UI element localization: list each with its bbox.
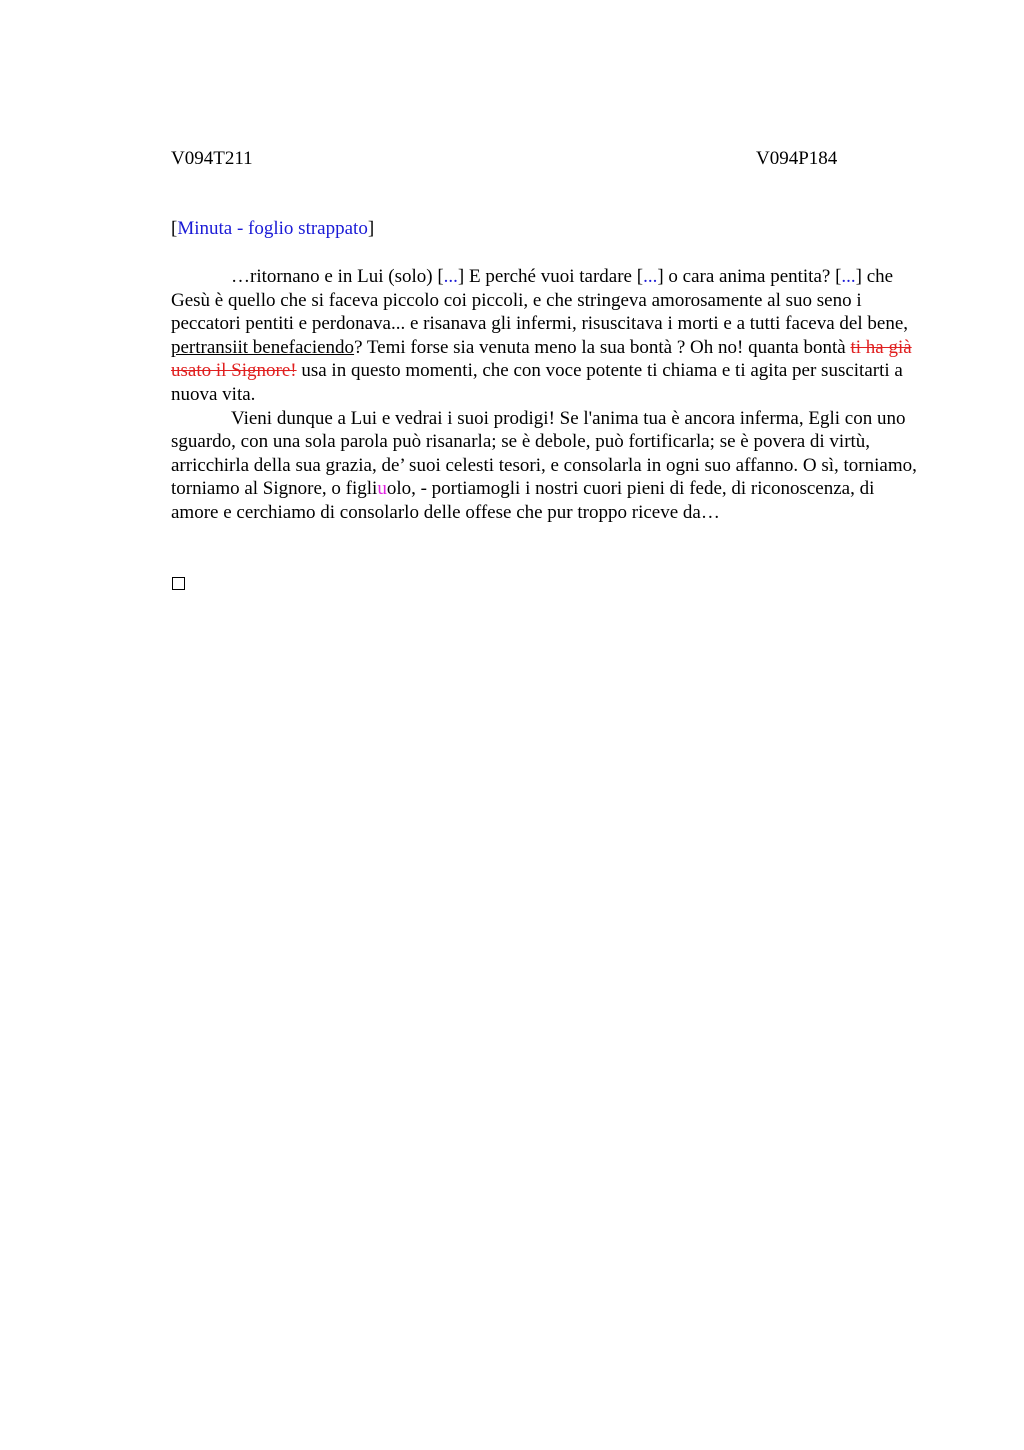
note-text: Minuta - foglio strappato [177,218,368,239]
p2-text-2: olo, - portiamogli i nostri cuori pieni di fede, di riconoscenza, di amore e cerchiamo di consolarlo delle offese che pur troppo riceve da… [171,478,875,523]
inserted-letter: u [377,478,387,500]
p1-text-2: ] E perché vuoi tardare [ [457,266,644,287]
editorial-note [171,217,374,241]
latin-phrase: pertransiit benefaciendo [171,336,355,358]
document-code-right: V094P184 [756,148,838,169]
deleted-text: ti ha già usato il Signore! [171,336,912,382]
p1-ellipsis-1: ... [443,266,458,287]
note-close-bracket: ] [367,218,375,239]
note-open-bracket: [ [171,218,178,239]
document-code-left: V094T211 [171,148,253,169]
paragraph-2 [171,407,924,525]
paragraph-1 [171,265,924,407]
p1-ellipsis-3: ... [841,266,856,287]
p1-text-1: …ritornano e in Lui (solo) [ [231,266,444,287]
p1-text-5: ? Temi forse sia venuta meno la sua bontà ? Oh no! quanta bontà [354,336,851,358]
p1-text-6: usa in questo momenti, che con voce potente ti chiama e ti agita per suscitarti a nuova vita. [171,360,903,405]
p2-text-1: Vieni dunque a Lui e vedrai i suoi prodigi! Se l'anima tua è ancora inferma, Egli con uno sguardo, con una sola parola può risanarla; se è debole, può fortificarla; se è povera di virtù, arricchirla della sua grazia, de’ suoi celesti tesori, e consolarla in ogni suo affanno. O sì, torniamo, torniamo al Signore, o figli [171,407,917,500]
p1-text-3: ] o cara anima pentita? [ [657,266,842,287]
letter-body [171,265,924,525]
p1-ellipsis-2: ... [643,266,658,287]
checkbox-square-icon [172,577,185,590]
p1-text-4: ] che Gesù è quello che si faceva piccolo coi piccoli, e che stringeva amorosamente al suo seno i peccatori pentiti e perdonava... e risanava gli infermi, risuscitava i morti e a tutti faceva del bene, [171,266,909,335]
